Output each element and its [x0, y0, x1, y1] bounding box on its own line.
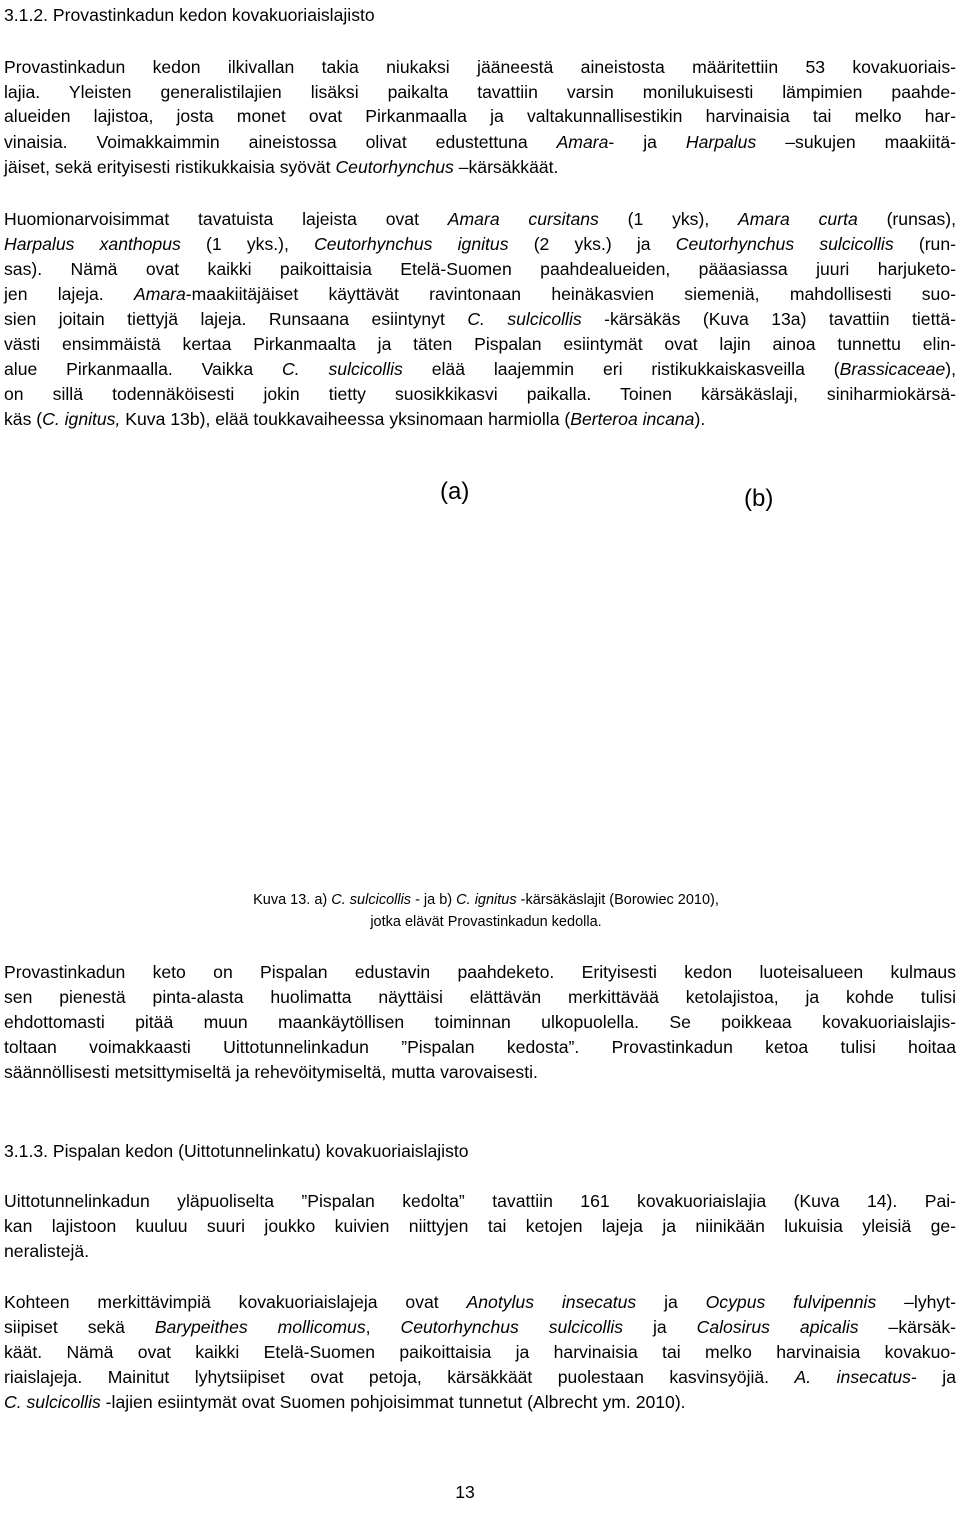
figure-caption: Kuva 13. a) C. sulcicollis - ja b) C. ignitus -kärsäkäslajit (Borowiec 2010), — [253, 892, 719, 908]
paragraph-line: toltaan voimakkaasti Uittotunnelinkadun ”Pispalan kedosta”. Provastinkadun ketoa tulisi hoitaa — [4, 1037, 956, 1057]
paragraph-line: sas). Nämä ovat kaikki paikoittaisia Etelä-Suomen paahdealueiden, pääasiassa juuri harjuketo- — [4, 259, 956, 279]
paragraph-line: säännöllisesti metsittymiseltä ja rehevöitymiseltä, mutta varovaisesti. — [4, 1062, 538, 1082]
paragraph-line: alue Pirkanmaalla. Vaikka C. sulcicollis elää laajemmin eri ristikukkaiskasveilla (Brassicaceae), — [4, 359, 957, 379]
paragraph-line: Provastinkadun keto on Pispalan edustavin paahdeketo. Erityisesti kedon luoteisalueen kulmaus — [4, 962, 956, 982]
paragraph-line: alueiden lajistoa, josta monet ovat Pirkanmaalla ja valtakunnallisestikin harvinaisia tai melko har- — [4, 106, 956, 126]
figure-label-b: (b) — [744, 485, 774, 512]
paragraph-line: riaislajeja. Mainitut lyhytsiipiset ovat petoja, kärsäkkäät puolestaan kasvinsyöjiä. A. insecatus- ja — [4, 1367, 956, 1387]
paragraph-line: siipiset sekä Barypeithes mollicomus, Ceutorhynchus sulcicollis ja Calosirus apicalis –kärsäk- — [4, 1317, 956, 1337]
paragraph-line: sien joitain tiettyjä lajeja. Runsaana esiintynyt C. sulcicollis -kärsäkäs (Kuva 13a) tavattiin tiettä- — [4, 309, 956, 329]
figure-label-a: (a) — [440, 478, 470, 505]
paragraph-line: Huomionarvoisimmat tavatuista lajeista ovat Amara cursitans (1 yks), Amara curta (runsas), — [4, 209, 956, 229]
paragraph-line: Harpalus xanthopus (1 yks.), Ceutorhynchus ignitus (2 yks.) ja Ceutorhynchus sulcicollis (run- — [4, 234, 956, 254]
paragraph-line: Provastinkadun kedon ilkivallan takia niukaksi jääneestä aineistosta määritettiin 53 kovakuoriais- — [4, 57, 956, 77]
paragraph-line: neralistejä. — [4, 1241, 90, 1261]
paragraph-line: Uittotunnelinkadun yläpuoliselta ”Pispalan kedolta” tavattiin 161 kovakuoriaislajia (Kuva 14). Pai- — [4, 1191, 956, 1211]
paragraph-line: kan lajistoon kuuluu suuri joukko kuivien niittyjen tai ketojen lajeja ja niinikään lukuisia yleisiä ge- — [4, 1216, 956, 1236]
paragraph-line: on sillä todennäköisesti jokin tietty suosikkikasvi paikalla. Toinen kärsäkäslaji, siniharmiokärsä- — [4, 384, 956, 404]
paragraph-line: jäiset, sekä erityisesti ristikukkaisia syövät Ceutorhynchus –kärsäkkäät. — [4, 157, 559, 177]
page-number: 13 — [455, 1482, 475, 1502]
paragraph-line: vinaisia. Voimakkaimmin aineistossa olivat edustettuna Amara- ja Harpalus –sukujen maakiitä- — [4, 132, 956, 152]
paragraph-line: käs (C. ignitus, Kuva 13b), elää toukkavaiheessa yksinomaan harmiolla (Berteroa incana). — [4, 409, 706, 429]
figure-caption: jotka elävät Provastinkadun kedolla. — [370, 914, 602, 930]
paragraph-line: sen pienestä pinta-alasta huolimatta näyttäisi elättävän merkittävää ketolajistoa, ja kohde tulisi — [4, 987, 956, 1007]
paragraph-line: lajia. Yleisten generalistilajien lisäksi paikalta tavattiin varsin monilukuisesti lämpimien paahde- — [4, 82, 956, 102]
paragraph-line: Kohteen merkittävimpiä kovakuoriaislajeja ovat Anotylus insecatus ja Ocypus fulvipennis –lyhyt- — [4, 1292, 956, 1312]
paragraph-line: ehdottomasti pitää muun maankäytöllisen toiminnan ulkopuolella. Se poikkeaa kovakuoriaislajis- — [4, 1012, 956, 1032]
section-heading: 3.1.3. Pispalan kedon (Uittotunnelinkatu) kovakuoriaislajisto — [4, 1141, 469, 1161]
section-heading: 3.1.2. Provastinkadun kedon kovakuoriaislajisto — [4, 5, 375, 25]
paragraph-line: C. sulcicollis -lajien esiintymät ovat Suomen pohjoisimmat tunnetut (Albrecht ym. 2010). — [4, 1392, 686, 1412]
paragraph-line: västi ensimmäistä kertaa Pirkanmaalta ja täten Pispalan esiintymät ovat lajin ainoa tunnettu elin- — [4, 334, 956, 354]
paragraph-line: jen lajeja. Amara-maakiitäjäiset käyttävät ravintonaan heinäkasvien siemeniä, mahdollisesti suo- — [4, 284, 956, 304]
paragraph-line: käät. Nämä ovat kaikki Etelä-Suomen paikoittaisia ja harvinaisia tai melko harvinaisia kovakuo- — [4, 1342, 956, 1362]
